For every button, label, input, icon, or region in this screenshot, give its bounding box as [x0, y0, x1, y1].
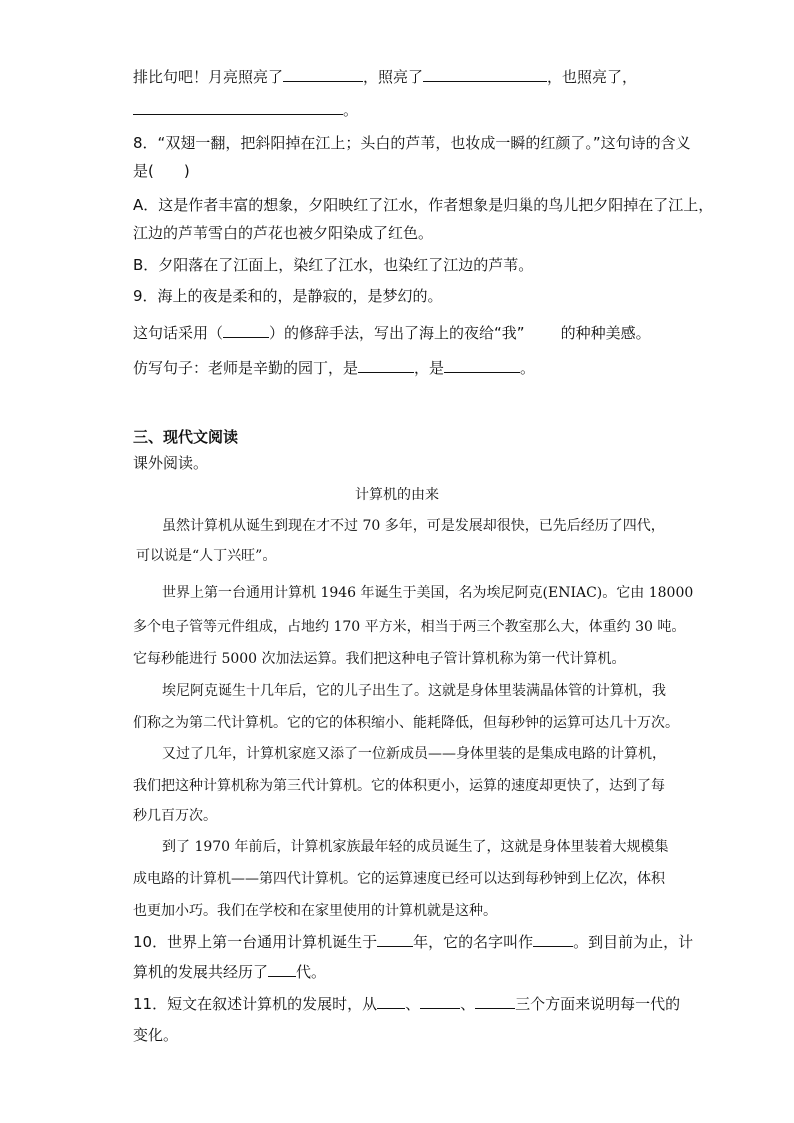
q7-line2	[133, 99, 358, 121]
q7-blank-3[interactable]	[133, 99, 343, 115]
q11-blank-1[interactable]	[377, 993, 405, 1009]
article-line: 世界上第一台通用计算机 1946 年诞生于美国，名为埃尼阿克(ENIAC)。它由 18000	[162, 585, 694, 601]
q7-text-c: ，也照亮了，	[547, 68, 638, 86]
q9-blank-imitate-2[interactable]	[444, 357, 520, 373]
q10-text-d: 算机的发展共经历了	[133, 963, 269, 981]
article-line: 多个电子管等元件组成，占地约 170 平方米，相当于两三个教室那么大，体重约 30 吨。	[133, 619, 686, 635]
q9-text-b: ）的修辞手法，写出了海上的夜给“我”	[269, 324, 525, 342]
q11-text-d: 三个方面来说明每一代的	[515, 995, 681, 1013]
article-line: 可以说是“人丁兴旺”。	[136, 548, 277, 564]
q10-line2	[133, 961, 326, 983]
article-line: 也更加小巧。我们在学校和在家里使用的计算机就是这种。	[133, 903, 497, 919]
q9-text-e: ，是	[414, 359, 445, 377]
q9-stem: 9．海上的夜是柔和的，是静寂的，是梦幻的。	[133, 287, 443, 305]
q11-text-a: 11．短文在叙述计算机的发展时，从	[133, 995, 378, 1013]
q7-end: 。	[343, 101, 359, 119]
q9-text-f: 。	[520, 359, 536, 377]
q10-text-e: 代。	[296, 963, 327, 981]
q9-blank-rhetoric[interactable]	[223, 322, 269, 338]
q9-text-a: 这句话采用（	[133, 324, 224, 342]
article-line: 到了 1970 年前后，计算机家族最年轻的成员诞生了，这就是身体里装着大规模集	[162, 839, 669, 855]
q7-text-b: ，照亮了	[363, 68, 424, 86]
q10-blank-name[interactable]	[533, 931, 573, 947]
q11-text-c: 、	[460, 995, 476, 1013]
article-line: 又过了几年，计算机家庭又添了一位新成员——身体里装的是集成电路的计算机，	[162, 746, 666, 762]
article-line: 它每秒能进行 5000 次加法运算。我们把这种电子管计算机称为第一代计算机。	[133, 651, 626, 667]
article-line: 秒几百万次。	[133, 808, 217, 824]
section-heading: 三、现代文阅读	[133, 428, 239, 446]
q10-line1	[133, 931, 693, 953]
article-line: 埃尼阿克诞生十几年后，它的儿子出生了。这就是身体里装满晶体管的计算机，我	[162, 683, 666, 699]
article-title: 计算机的由来	[355, 487, 439, 503]
article-line: 成电路的计算机——第四代计算机。它的运算速度已经可以达到每秒钟到上亿次，体积	[133, 871, 665, 887]
q8-option-a-line2: 江边的芦苇雪白的芦花也被夕阳染成了红色。	[133, 224, 434, 242]
article-line: 我们把这种计算机称为第三代计算机。它的体积更小，运算的速度却更快了，达到了每	[133, 778, 665, 794]
q7-line1	[133, 66, 637, 88]
section-instruction: 课外阅读。	[133, 454, 209, 472]
q8-option-a-line1[interactable]: A．这是作者丰富的想象，夕阳映红了江水，作者想象是归巢的鸟儿把夕阳掉在了江上，	[133, 196, 714, 214]
q7-blank-2[interactable]	[423, 66, 547, 82]
q9-blank-feeling[interactable]	[525, 322, 561, 338]
q8-option-b[interactable]: B．夕阳落在了江面上，染红了江水，也染红了江边的芦苇。	[133, 256, 534, 274]
q11-line1	[133, 993, 680, 1015]
q10-blank-year[interactable]	[377, 931, 413, 947]
q10-blank-generations[interactable]	[268, 961, 296, 977]
q9-line3	[133, 357, 535, 379]
q10-text-c: 。到目前为止，计	[573, 933, 694, 951]
q11-blank-2[interactable]	[420, 993, 460, 1009]
q9-text-d: 仿写句子：老师是辛勤的园丁，是	[133, 359, 359, 377]
q9-line2	[133, 322, 651, 344]
q11-line2: 变化。	[133, 1026, 179, 1044]
q9-blank-imitate-1[interactable]	[358, 357, 414, 373]
q7-text-a: 排比句吧！月亮照亮了	[133, 68, 284, 86]
article-line: 虽然计算机从诞生到现在才不过 70 多年，可是发展却很快，已先后经历了四代，	[162, 518, 665, 534]
q11-blank-3[interactable]	[475, 993, 515, 1009]
q9-text-c: 的种种美感。	[560, 324, 651, 342]
q8-stem-line2: 是( )	[133, 162, 190, 180]
q11-text-b: 、	[405, 995, 421, 1013]
q8-stem-line1: 8．“双翅一翻，把斜阳掉在江上；头白的芦苇，也妆成一瞬的红颜了。”这句诗的含义	[133, 134, 691, 152]
q7-blank-1[interactable]	[283, 66, 363, 82]
article-line: 们称之为第二代计算机。它的它的体积缩小、能耗降低，但每秒钟的运算可达几十万次。	[133, 715, 679, 731]
q10-text-a: 10．世界上第一台通用计算机诞生于	[133, 933, 378, 951]
q10-text-b: 年，它的名字叫作	[413, 933, 534, 951]
